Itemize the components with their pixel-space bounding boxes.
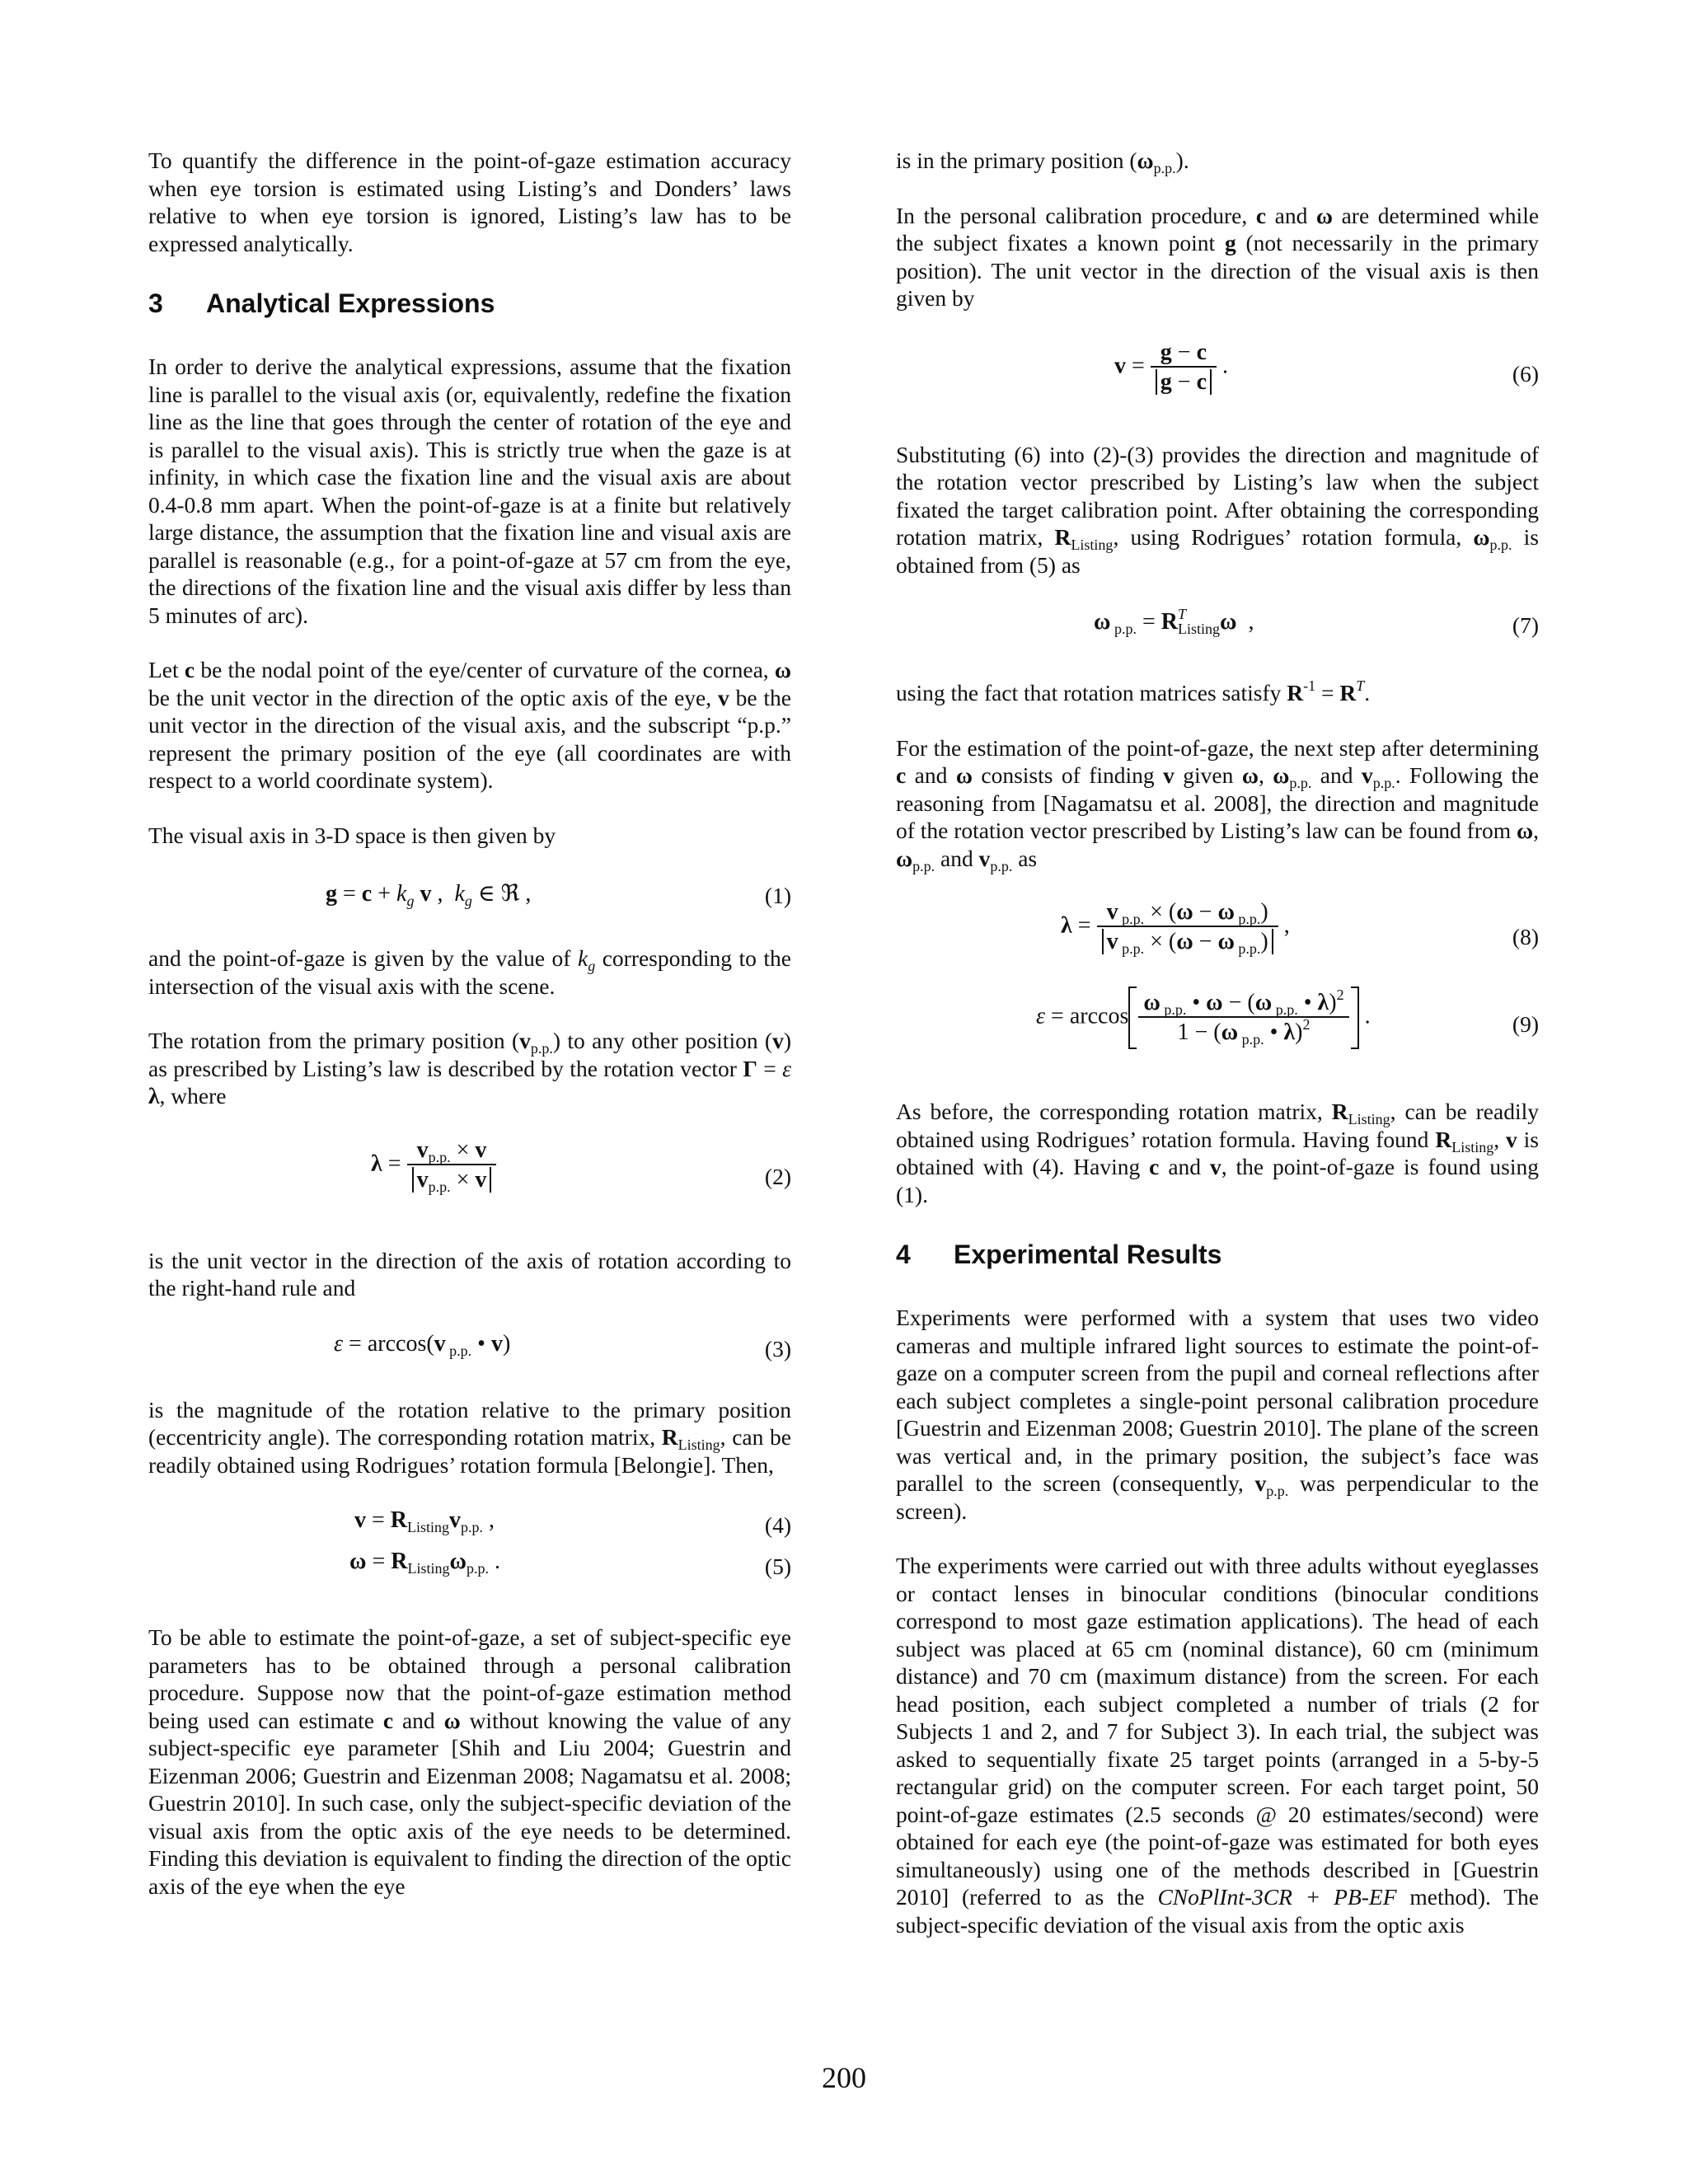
paragraph: The rotation from the primary position $(v_{p.p.})$ to any other position (v) as prescribed by Listing’s law is described by the rotation vector Γ = ε λ, where <box>148 1028 792 1108</box>
paragraph: As before, the corresponding rotation matrix, $R_{Listing}$, can be readily obtained using Rodrigues’ rotation formula. Having found $R_{Listing}$, v is obtained with (4). Having c and v, the point-of-gaze is found using (1). <box>896 1099 1540 1207</box>
paragraph: In the personal calibration procedure, c and ω are determined while the subject fixates a known point g (not necessarily in the primary position). The unit vector in the direction of the visual axis is then given by <box>896 202 1540 311</box>
section-heading-4: 4 Experimental Results <box>896 1240 1222 1269</box>
paragraph: To be able to estimate the point-of-gaze, a set of subject-specific eye parameters has to be obtained through a personal calibration procedure. Suppose now that the point-of-gaze estimation method being used can estimate c and ω without knowing the value of any subject-specific eye parameter [Shih and Liu 2004; Guestrin and Eizenman 2006; Guestrin and Eizenman 2008; Nagamatsu et al. 2008; Guestrin 2010]. In such case, only the subject-specific deviation of the visual axis from the optic axis of the eye needs to be determined. Finding this deviation is equivalent to finding the direction of the optic axis of the eye when the eye <box>148 1624 792 1899</box>
equation-4: $v = R_{Listing}v_{p.p.}$ , (4) <box>354 1507 791 1538</box>
paragraph: For the estimation of the point-of-gaze, the next step after determining c and ω consists of finding v given ω, $\omega_{p.p.}$ and $v_{p.p.}$. Following the reasoning from [Nagamatsu et al. 2008], the direction and magnitude of the rotation vector prescribed by Listing’s law can be found from ω, $\omega_{p.p.}$ and $v_{p.p.}$ as <box>896 734 1540 874</box>
paragraph: using the fact that rotation matrices satisfy $R^{-1} = R^T$. <box>896 677 1371 705</box>
paragraph: The experiments were carried out with three adults without eyeglasses or contact lenses in binocular conditions (binocular conditions correspond to most gaze estimation applications). The head of each subject was placed at 65 cm (nominal distance), 60 cm (minimum distance) and 70 cm (maximum distance) from the screen. For each head position, each subject completed a number of trials (2 for Subjects 1 and 2, and 7 for Subject 3). In each trial, the subject was asked to sequentially fixate 25 target points (arranged in a 5-by-5 rectangular grid) on the computer screen. For each target point, 50 point-of-gaze estimates (2.5 seconds @ 20 estimates/second) were obtained for each eye (the point-of-gaze was estimated for both eyes simultaneously) using one of the methods described in [Guestrin 2010] (referred to as the CNoPlInt-3CR + PB-EF method). The subject-specific deviation of the visual axis from the optic axis <box>896 1553 1540 1938</box>
section-heading-3: 3 Analytical Expressions <box>148 288 495 318</box>
right-column <box>896 147 1539 1938</box>
paragraph: and the point-of-gaze is given by the value of $k_g$ corresponding to the intersection of the visual axis with the scene. <box>148 945 792 999</box>
paragraph: In order to derive the analytical expressions, assume that the fixation line is parallel to the visual axis (or, equivalently, redefine the fixation line as the line that goes through the center of rotation of the eye and is parallel to the visual axis). This is strictly true when the gaze is at infinity, in which case the fixation line and the visual axis are about 0.4-0.8 mm apart. When the point-of-gaze is at a finite but relatively large distance, the assumption that the fixation line and visual axis are parallel is reasonable (e.g., for a point-of-gaze at 57 cm from the eye, the directions of the fixation line and the visual axis differ by less than 5 minutes of arc). <box>148 354 791 628</box>
paragraph: Substituting (6) into (2)-(3) provides the direction and magnitude of the rotation vector prescribed by Listing’s law when the subject fixated the target calibration point. After obtaining the corresponding rotation matrix, $R_{Listing}$, using Rodrigues’ rotation formula, $\omega_{p.p.}$ is obtained from (5) as <box>896 441 1540 578</box>
equation-9: ε = arccos $\frac{\omega _{p.p.} • \omega - (\omega _{p.p.} • \lambda)^2}{1 - (\omega _{p.p.} • \lambda)^2}$ . (9) <box>1036 987 1539 1047</box>
equation-1: $g = c + k_g$ v , $k_g$ ∈ ℜ , (1) <box>326 881 791 909</box>
paragraph: The visual axis in 3-D space is then given by <box>148 822 556 848</box>
paragraph: Let c be the nodal point of the eye/center of curvature of the cornea, ω be the unit vector in the direction of the optic axis of the eye, v be the unit vector in the direction of the visual axis, and the subscript “p.p.” represent the primary position of the eye (all coordinates are with respect to a world coordinate system). <box>148 657 792 793</box>
equation-8: λ = $\frac{v _{p.p.} \times (\omega - \omega _{p.p.})}{v _{p.p.} \times (\omega - \omega _{p.p.})}$ , (8) <box>1061 899 1539 957</box>
equation-3: ε = arccos(v $_{p.p.}$ • v) (3) <box>334 1330 791 1361</box>
left-column <box>148 147 791 1900</box>
paragraph: is the magnitude of the rotation relative to the primary position (eccentricity angle). The corresponding rotation matrix, $R_{Listing}$, can be readily obtained using Rodrigues’ rotation formula [Belongie]. Then, <box>148 1396 792 1478</box>
paragraph: To quantify the difference in the point-of-gaze estimation accuracy when eye torsion is estimated using Listing’s and Donders’ laws relative to when eye torsion is ignored, Listing’s law has to be expressed analytically. <box>148 148 791 256</box>
paragraph: Experiments were performed with a system that uses two video cameras and multiple infrared light sources to estimate the point-of-gaze on a computer screen from the pupil and corneal reflections after each subject completes a single-point personal calibration procedure [Guestrin and Eizenman 2008; Guestrin 2010]. The plane of the screen was vertical and, in the primary position, the subject’s face was parallel to the screen (consequently, $v_{p.p.}$ was perpendicular to the screen). <box>896 1305 1539 1524</box>
paragraph: is in the primary position $(\omega_{p.p.})$. <box>896 148 1189 176</box>
equation-7: ω $_{p.p.} = R^T_{Listing}\omega$ , (7) <box>1094 606 1539 638</box>
equation-6: v = $\frac{g - c}{g - c}$ . (6) <box>1114 339 1539 395</box>
paragraph: is the unit vector in the direction of the axis of rotation according to the right-hand rule and <box>148 1247 791 1301</box>
page-number: 200 <box>822 2061 866 2094</box>
equation-5: $\omega = R_{Listing}\omega_{p.p.}$ . (5) <box>349 1549 791 1579</box>
equation-2: λ = $\frac{v_{p.p.} \times v}{v_{p.p.} \times v}$ (2) <box>371 1137 791 1195</box>
